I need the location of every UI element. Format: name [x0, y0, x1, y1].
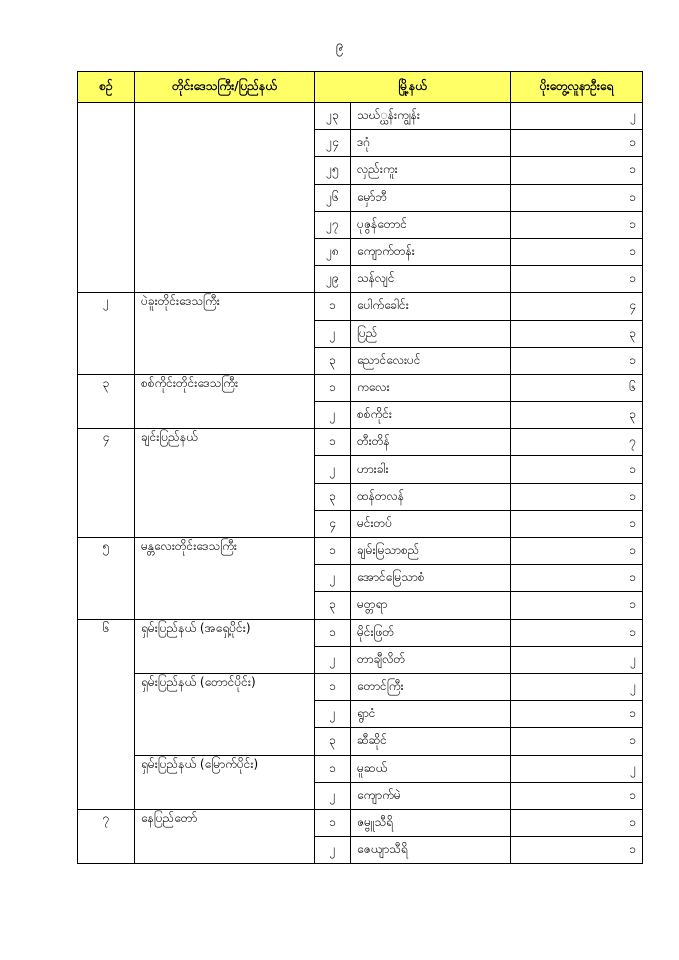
- township-number: ၂၉: [315, 266, 351, 293]
- region-name: မန္တလေးတိုင်းဒေသကြီး: [135, 538, 315, 620]
- case-count: ၁: [511, 130, 643, 157]
- township-number: ၃: [315, 728, 351, 755]
- table-row: [78, 619, 643, 646]
- township-name: ဒဂုံ: [351, 130, 511, 157]
- township-number: ၃: [315, 483, 351, 510]
- township-number: ၂: [315, 646, 351, 673]
- case-count: ၁: [511, 347, 643, 374]
- region-name: ပဲခူးတိုင်းဒေသကြီး: [135, 293, 315, 375]
- group-number: ၆: [78, 619, 135, 809]
- case-table: [77, 71, 643, 864]
- township-number: ၁: [315, 538, 351, 565]
- header-count: ပိုးတွေ့လူနာဦးရေ: [511, 72, 643, 103]
- township-name: ဇေယျာသီရိ: [351, 837, 511, 864]
- case-count: ၁: [511, 837, 643, 864]
- region-name: ရှမ်းပြည်နယ် (မြောက်ပိုင်း): [135, 755, 315, 809]
- case-count: ၁: [511, 592, 643, 619]
- region-name: [135, 103, 315, 293]
- township-number: ၂၃: [315, 103, 351, 130]
- header-region: တိုင်းဒေသကြီး/ပြည်နယ်: [135, 72, 315, 103]
- township-number: ၂၆: [315, 184, 351, 211]
- township-name: ညောင်လေးပင်: [351, 347, 511, 374]
- region-name: ရှမ်းပြည်နယ် (အရှေ့ပိုင်း): [135, 619, 315, 673]
- case-count: ၁: [511, 619, 643, 646]
- township-name: သဃ်္ဃန်းကျွန်း: [351, 103, 511, 130]
- township-number: ၁: [315, 374, 351, 401]
- township-name: ပုဇွန်တောင်: [351, 211, 511, 238]
- township-number: ၂၅: [315, 157, 351, 184]
- township-name: ချမ်းမြသာစည်: [351, 538, 511, 565]
- township-number: ၂: [315, 701, 351, 728]
- case-count: ၁: [511, 782, 643, 809]
- township-number: ၁: [315, 429, 351, 456]
- header-township: မြို့နယ်: [315, 72, 511, 103]
- township-name: ကလေး: [351, 374, 511, 401]
- group-number: ၇: [78, 809, 135, 863]
- header-no: စဉ်: [78, 72, 135, 103]
- group-number: [78, 103, 135, 293]
- case-count: ၂: [511, 673, 643, 700]
- table-row: [78, 374, 643, 401]
- township-number: ၂: [315, 837, 351, 864]
- township-number: ၁: [315, 673, 351, 700]
- region-name: ရှမ်းပြည်နယ် (တောင်ပိုင်း): [135, 673, 315, 755]
- township-number: ၁: [315, 755, 351, 782]
- page-number: ၉: [335, 38, 344, 54]
- case-count: ၆: [511, 374, 643, 401]
- region-name: စစ်ကိုင်းတိုင်းဒေသကြီး: [135, 374, 315, 428]
- case-count: ၁: [511, 184, 643, 211]
- case-count: ၂: [511, 103, 643, 130]
- table-row: [78, 429, 643, 456]
- case-count: ၁: [511, 728, 643, 755]
- township-name: ကျောက်မဲ: [351, 782, 511, 809]
- case-count: ၁: [511, 456, 643, 483]
- case-count: ၁: [511, 483, 643, 510]
- township-name: စစ်ကိုင်း: [351, 402, 511, 429]
- township-number: ၂: [315, 565, 351, 592]
- case-count: ၃: [511, 320, 643, 347]
- township-name: ဆီဆိုင်: [351, 728, 511, 755]
- table-row: [78, 755, 643, 782]
- township-name: မတ္တရာ: [351, 592, 511, 619]
- case-count: ၁: [511, 238, 643, 265]
- case-count: ၁: [511, 211, 643, 238]
- table-row: [78, 293, 643, 320]
- township-name: ဇမ္ဗူသီရိ: [351, 809, 511, 836]
- table-body: [78, 103, 643, 864]
- region-name: နေပြည်တော်: [135, 809, 315, 863]
- township-number: ၂၈: [315, 238, 351, 265]
- township-number: ၂: [315, 456, 351, 483]
- group-number: ၅: [78, 538, 135, 620]
- township-number: ၂၇: [315, 211, 351, 238]
- case-count: ၁: [511, 266, 643, 293]
- case-count: ၇: [511, 429, 643, 456]
- township-number: ၂: [315, 402, 351, 429]
- township-name: ဟားခါး: [351, 456, 511, 483]
- township-name: အောင်မြေသာစံ: [351, 565, 511, 592]
- township-name: ပေါက်ခေါင်း: [351, 293, 511, 320]
- table-row: [78, 538, 643, 565]
- township-name: သန်လျင်: [351, 266, 511, 293]
- township-name: မိုင်းဖြတ်: [351, 619, 511, 646]
- case-count: ၃: [511, 402, 643, 429]
- township-name: လှည်းကူး: [351, 157, 511, 184]
- table-row: [78, 809, 643, 836]
- case-count: ၄: [511, 293, 643, 320]
- case-count: ၁: [511, 510, 643, 537]
- table-row: [78, 673, 643, 700]
- group-number: ၂: [78, 293, 135, 375]
- township-number: ၁: [315, 293, 351, 320]
- table-header-row: [78, 72, 643, 103]
- table-row: [78, 103, 643, 130]
- township-name: ပြည်: [351, 320, 511, 347]
- group-number: ၄: [78, 429, 135, 538]
- case-count: ၁: [511, 701, 643, 728]
- township-number: ၃: [315, 592, 351, 619]
- township-name: မင်းတပ်: [351, 510, 511, 537]
- township-name: တောင်ကြီး: [351, 673, 511, 700]
- township-name: ရွာငံ: [351, 701, 511, 728]
- region-name: ချင်းပြည်နယ်: [135, 429, 315, 538]
- township-name: မူဆယ်: [351, 755, 511, 782]
- township-name: ကျောက်တန်း: [351, 238, 511, 265]
- case-count: ၂: [511, 646, 643, 673]
- township-name: မှော်ဘီ: [351, 184, 511, 211]
- township-number: ၁: [315, 619, 351, 646]
- case-count: ၁: [511, 538, 643, 565]
- township-number: ၂: [315, 320, 351, 347]
- case-count: ၁: [511, 565, 643, 592]
- township-number: ၂: [315, 782, 351, 809]
- case-count: ၁: [511, 809, 643, 836]
- township-number: ၁: [315, 809, 351, 836]
- case-count: ၁: [511, 157, 643, 184]
- township-name: တီးတိန်: [351, 429, 511, 456]
- case-count: ၂: [511, 755, 643, 782]
- group-number: ၃: [78, 374, 135, 428]
- township-name: တာချီလိတ်: [351, 646, 511, 673]
- township-number: ၂၄: [315, 130, 351, 157]
- township-number: ၃: [315, 347, 351, 374]
- township-number: ၄: [315, 510, 351, 537]
- township-name: ထန်တလန်: [351, 483, 511, 510]
